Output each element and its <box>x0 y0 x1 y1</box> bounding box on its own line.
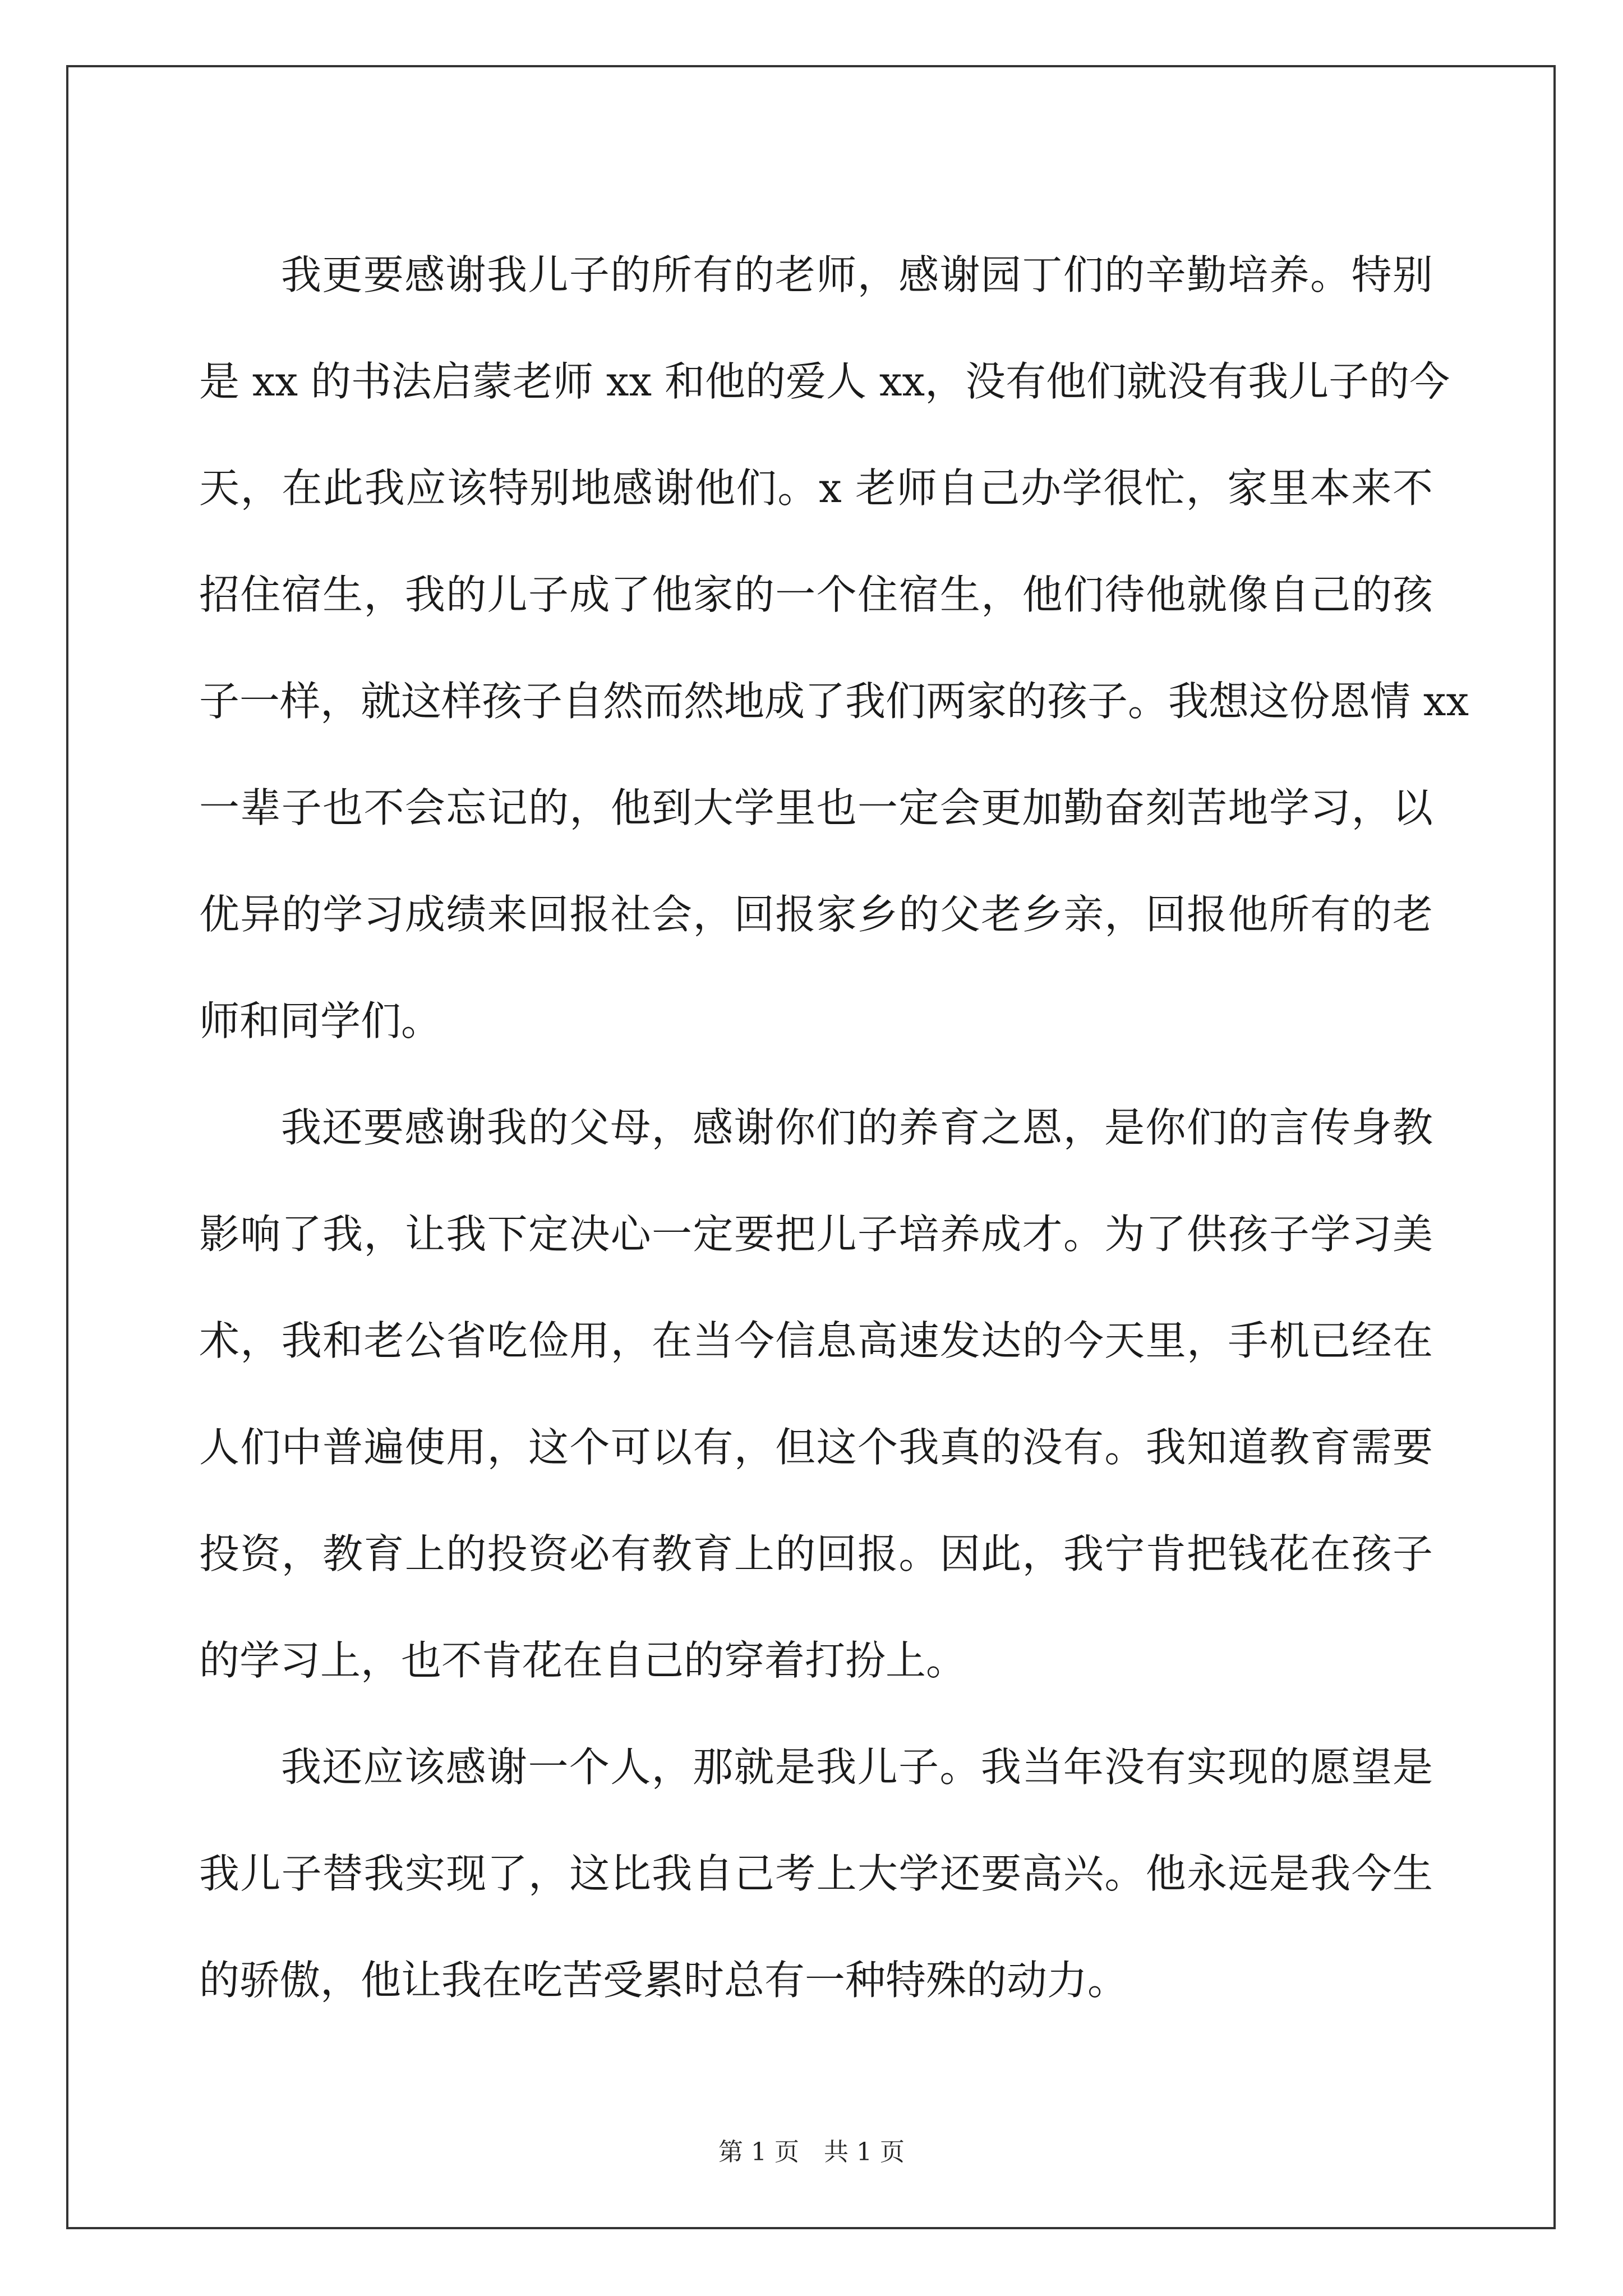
text-line: 师和同学们。 <box>199 997 442 1045</box>
text-line: 术，我和老公省吃俭用，在当今信息高速发达的今天里，手机已经在 <box>199 1317 1433 1364</box>
text-line: 我还应该感谢一个人，那就是我儿子。我当年没有实现的愿望是 <box>281 1743 1433 1791</box>
text-line: 我更要感谢我儿子的所有的老师，感谢园丁们的辛勤培养。特别 <box>281 251 1433 298</box>
text-line: 子一样，就这样孩子自然而然地成了我们两家的孩子。我想这份恩情 xx <box>199 678 1469 725</box>
text-line: 天，在此我应该特别地感谢他们。x 老师自己办学很忙，家里本来不 <box>199 464 1433 512</box>
document-body <box>199 222 1469 2033</box>
text-line: 一辈子也不会忘记的，他到大学里也一定会更加勤奋刻苦地学习，以 <box>199 784 1433 831</box>
paragraph-3 <box>199 1714 1433 2033</box>
text-line: 我儿子替我实现了，这比我自己考上大学还要高兴。他永远是我今生 <box>199 1850 1433 1897</box>
text-line: 投资，教育上的投资必有教育上的回报。因此，我宁肯把钱花在孩子 <box>199 1530 1433 1577</box>
text-line: 的骄傲，他让我在吃苦受累时总有一种特殊的动力。 <box>199 1957 1128 2004</box>
text-line: 我还要感谢我的父母，感谢你们的养育之恩，是你们的言传身教 <box>281 1104 1433 1151</box>
text-line: 优异的学习成绩来回报社会，回报家乡的父老乡亲，回报他所有的老 <box>199 891 1433 938</box>
page-footer: 第 1 页 共 1 页 <box>718 2138 905 2166</box>
text-line: 人们中普遍使用，这个可以有，但这个我真的没有。我知道教育需要 <box>199 1424 1433 1471</box>
text-line: 是 xx 的书法启蒙老师 xx 和他的爱人 xx，没有他们就没有我儿子的今 <box>199 358 1450 405</box>
paragraph-1 <box>199 222 1469 1074</box>
paragraph-2 <box>199 1074 1433 1714</box>
text-line: 招住宿生，我的儿子成了他家的一个住宿生，他们待他就像自己的孩 <box>199 571 1433 618</box>
text-line: 的学习上，也不肯花在自己的穿着打扮上。 <box>199 1637 967 1684</box>
text-line: 影响了我，让我下定决心一定要把儿子培养成才。为了供孩子学习美 <box>199 1211 1433 1258</box>
